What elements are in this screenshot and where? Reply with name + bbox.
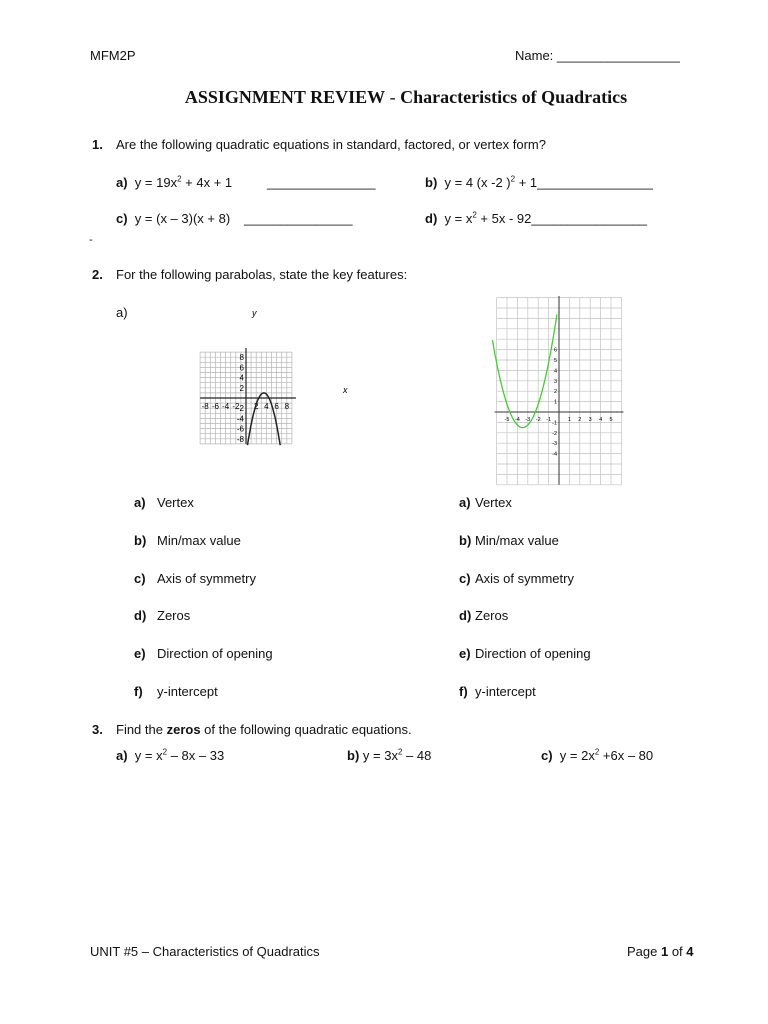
q3-number: 3.	[92, 722, 103, 737]
graph2-x-tick: -2	[535, 417, 541, 423]
q1d-eq-pre: y = x	[444, 211, 473, 226]
right-feature-label: c)	[459, 570, 471, 586]
graph1-y-tick: 4	[239, 373, 244, 383]
q1b	[425, 175, 653, 190]
right-feature-text: Vertex	[475, 495, 512, 510]
q3c-label: c)	[541, 748, 553, 763]
graph2-axes	[495, 296, 624, 485]
footer-page-word: Page	[627, 944, 661, 959]
q1b-blank: ________________	[537, 175, 653, 190]
graph2-x-tick: -3	[525, 417, 531, 423]
footer-page-num: 1	[660, 944, 669, 959]
right-feature-label: a)	[459, 495, 471, 510]
course-code: MFM2P	[90, 48, 136, 63]
graph2-x-tick: 2	[578, 417, 582, 423]
q3-text	[116, 722, 412, 737]
q1d-eq-post: + 5x - 92	[476, 211, 532, 226]
title-main: ASSIGNMENT REVIEW	[184, 87, 386, 107]
graph2-x-tick: -4	[514, 417, 520, 423]
graph2-y-tick: -3	[552, 441, 557, 448]
graph2-y-tick: -4	[552, 451, 557, 458]
q2-number: 2.	[92, 267, 103, 282]
q1b-eq-pre: y = 4 (x -2 )	[444, 175, 511, 190]
graph1-x-tick: -4	[222, 402, 230, 411]
graph2-y-tick: 3	[553, 378, 557, 385]
footer-of-word: of	[668, 944, 687, 959]
left-feature-label: c)	[134, 570, 146, 586]
graph1-parabola	[248, 393, 281, 445]
q1c-eq: y = (x – 3)(x + 8)	[134, 211, 231, 226]
q1a-eq-post: + 4x + 1	[181, 175, 233, 190]
graph2-x-tick: 5	[609, 417, 613, 423]
q1-number: 1.	[92, 137, 103, 152]
left-feature-text: Min/max value	[157, 532, 241, 548]
q1a-label: a)	[116, 175, 128, 190]
graph1-x-tick: 4	[264, 402, 269, 411]
q3b-label: b)	[347, 748, 360, 763]
q1a-exp: 2	[177, 174, 182, 184]
stray-mark: -	[89, 234, 93, 246]
page-title	[0, 87, 768, 108]
q1a-blank: _______________	[267, 175, 376, 190]
q1d-exp: 2	[472, 210, 477, 220]
right-feature-label: e)	[459, 646, 471, 662]
q1a-eq-pre: y = 19x	[134, 175, 178, 190]
q1a	[116, 175, 232, 190]
right-feature-label: b)	[459, 532, 472, 548]
right-feature-text: Axis of symmetry	[475, 570, 574, 586]
graph1-x-tick: -8	[201, 402, 209, 411]
right-feature-text: Zeros	[475, 608, 509, 624]
graph2-y-tick: 2	[553, 389, 557, 396]
right-feature-label: f)	[459, 684, 468, 699]
parabola-graph-2	[462, 296, 656, 488]
graph2-x-tick: -1	[546, 417, 552, 423]
q3-text-bold: zeros	[166, 722, 201, 737]
q3-text-post: of the following quadratic equations.	[200, 722, 412, 737]
q1c-blank: _______________	[244, 211, 353, 226]
footer-page-total: 4	[686, 944, 694, 959]
graph1-y-tick: 2	[239, 383, 244, 393]
left-feature-label: f)	[134, 684, 143, 699]
left-feature-text: y-intercept	[157, 684, 218, 699]
right-feature-text: Direction of opening	[475, 646, 591, 662]
graph1-y-tick: -8	[236, 434, 244, 444]
q1c	[116, 211, 230, 226]
graph2-y-tick-labels	[552, 348, 557, 458]
graph1-x-tick: -2	[232, 402, 240, 411]
graph2-x-tick: 4	[599, 417, 603, 423]
footer-unit: UNIT #5 – Characteristics of Quadratics	[90, 944, 320, 959]
graph1-x-tick: 6	[274, 402, 279, 411]
q1d-label: d)	[425, 211, 438, 226]
graph2-y-tick: 6	[553, 347, 557, 354]
right-feature-text: y-intercept	[475, 684, 536, 699]
right-feature-label: d)	[459, 608, 472, 624]
q3b-eq-pre: y = 3x	[362, 748, 398, 763]
q1b-eq-post: + 1	[515, 175, 538, 190]
graph1-y-tick: -2	[236, 404, 244, 414]
left-feature-text: Direction of opening	[157, 646, 273, 662]
left-feature-text: Axis of symmetry	[157, 570, 256, 586]
graph1-x-tick: 2	[253, 402, 259, 411]
title-dash: -	[385, 87, 401, 107]
q3a-label: a)	[116, 748, 128, 763]
q2-sub-label: a)	[116, 305, 128, 320]
graph2-x-tick: 1	[567, 417, 571, 423]
q3c-exp: 2	[594, 747, 600, 757]
graph1-y-tick: -6	[236, 424, 244, 434]
graph2-y-tick: 1	[553, 399, 557, 406]
left-feature-text: Zeros	[157, 608, 191, 624]
graph1-x-tick: -6	[211, 402, 219, 411]
graph2-y-tick: -2	[552, 430, 557, 437]
q3b-exp: 2	[397, 747, 403, 757]
graph1-y-tick: 8	[239, 353, 244, 363]
graph2-x-tick: -5	[504, 417, 510, 423]
right-feature-text: Min/max value	[475, 532, 559, 548]
q1d	[425, 211, 647, 226]
title-sub: Characteristics of Quadratics	[400, 87, 628, 107]
q3b	[347, 748, 431, 763]
name-field: Name: _________________	[515, 48, 680, 63]
graph2-parabola	[492, 314, 557, 427]
q3a-eq-pre: y = x	[134, 748, 163, 763]
q3c-eq-post: +6x – 80	[599, 748, 654, 763]
left-feature-label: a)	[134, 495, 146, 510]
q3b-eq-post: – 48	[402, 748, 432, 763]
graph1-y-axis-label: y	[252, 308, 257, 318]
q1-text: Are the following quadratic equations in standard, factored, or vertex form?	[116, 137, 546, 152]
q3a	[116, 748, 224, 763]
parabola-graph-1	[140, 300, 355, 492]
q1b-exp: 2	[510, 174, 516, 184]
graph2-y-tick: 5	[553, 358, 557, 364]
left-feature-label: d)	[134, 608, 147, 624]
q1d-blank: ________________	[531, 211, 648, 226]
graph1-y-tick: 6	[239, 363, 244, 373]
left-feature-label: b)	[134, 532, 147, 548]
left-feature-label: e)	[134, 646, 146, 662]
footer-page	[627, 944, 694, 959]
q1c-label: c)	[116, 211, 128, 226]
graph1-x-tick: 8	[284, 402, 290, 411]
q3-text-pre: Find the	[116, 722, 167, 737]
graph1-x-axis-label: x	[343, 385, 348, 395]
q3c	[541, 748, 653, 763]
q1b-label: b)	[425, 175, 438, 190]
q2-text: For the following parabolas, state the key features:	[116, 267, 408, 282]
graph2-y-tick: 4	[553, 368, 557, 375]
q3a-eq-post: – 8x – 33	[167, 748, 225, 763]
graph1-y-tick: -4	[236, 414, 244, 424]
graph2-x-tick: 3	[588, 417, 592, 423]
graph2-y-tick: -1	[552, 420, 557, 427]
q3c-eq-pre: y = 2x	[559, 748, 595, 763]
left-feature-text: Vertex	[157, 495, 194, 510]
q3a-exp: 2	[162, 747, 168, 757]
